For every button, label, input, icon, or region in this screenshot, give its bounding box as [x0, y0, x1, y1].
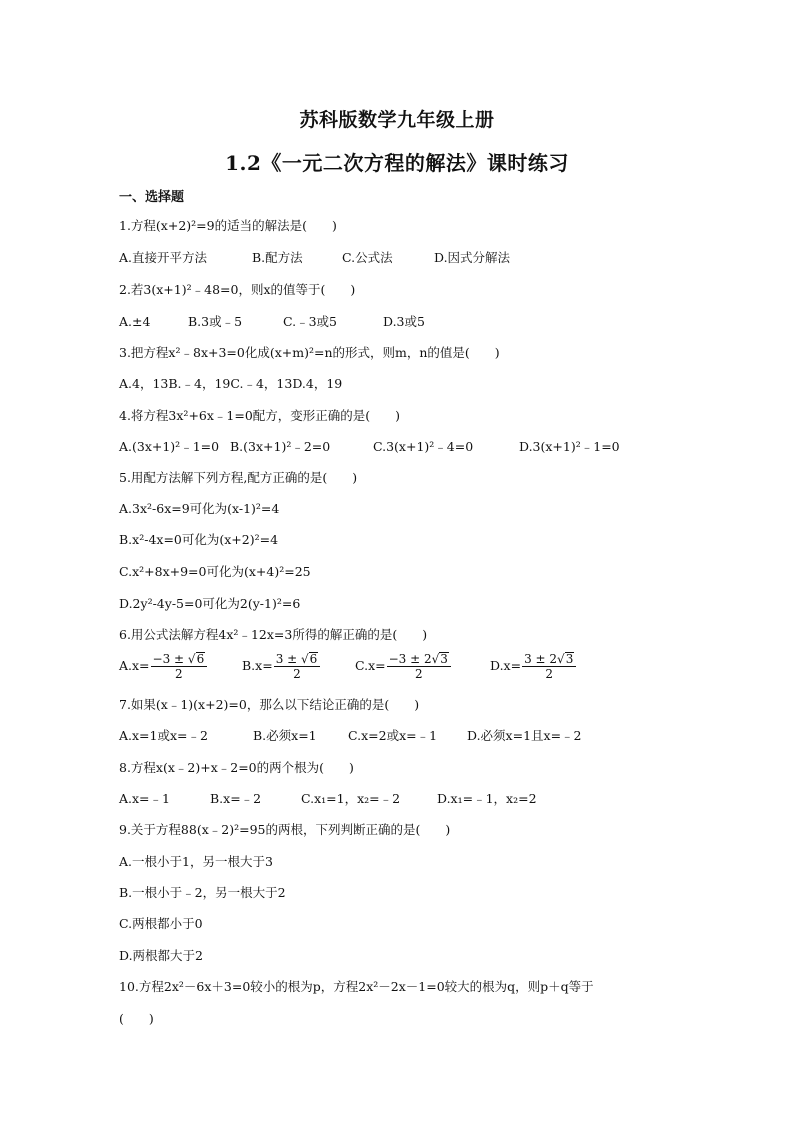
- question-1-option-d: D.因式分解法: [434, 250, 511, 265]
- question-4-option-b: B.(3x+1)²﹣2=0: [230, 439, 331, 454]
- option-label: A.x=: [119, 658, 150, 673]
- question-1-option-c: C.公式法: [342, 250, 393, 265]
- question-1-option-b: B.配方法: [252, 250, 303, 265]
- question-8-option-b: B.x=﹣2: [210, 791, 262, 806]
- section-heading: 一、选择题: [119, 190, 185, 205]
- radicand: 6: [309, 652, 318, 666]
- coefficient: 2: [549, 652, 558, 666]
- document-subtitle: 1.2《一元二次方程的解法》课时练习: [225, 151, 569, 175]
- question-9-option-a: A.一根小于1，另一根大于3: [119, 854, 273, 869]
- question-6-option-b: [242, 652, 320, 681]
- question-1-option-a: A.直接开平方法: [119, 250, 208, 265]
- question-1-stem: 1.方程(x+2)²=9的适当的解法是( ): [119, 218, 337, 233]
- question-8-option-d: D.x₁=﹣1，x₂=2: [437, 791, 537, 806]
- square-root: √3: [431, 652, 448, 666]
- question-5-option-a: A.3x²-6x=9可化为(x-1)²=4: [119, 501, 280, 516]
- radicand: 3: [565, 652, 574, 666]
- question-9-stem: 9.关于方程88(x﹣2)²=95的两根，下列判断正确的是( ): [119, 822, 451, 837]
- question-9-option-b: B.一根小于﹣2，另一根大于2: [119, 885, 286, 900]
- question-10-stem: 10.方程2x²－6x＋3=0较小的根为p，方程2x²－2x－1=0较大的根为q，则p＋q等于: [119, 979, 594, 994]
- question-2-stem: 2.若3(x+1)²﹣48=0，则x的值等于( ): [119, 282, 356, 297]
- radicand: 6: [196, 652, 205, 666]
- numerator-prefix: −3 ±: [388, 652, 424, 666]
- question-5-option-d: D.2y²-4y-5=0可化为2(y-1)²=6: [119, 596, 301, 611]
- question-8-stem: 8.方程x(x﹣2)+x﹣2=0的两个根为( ): [119, 760, 354, 775]
- question-6-option-d: [490, 652, 576, 681]
- numerator-prefix: 3 ±: [524, 652, 550, 666]
- document-title: 苏科版数学九年级上册: [299, 109, 495, 131]
- question-6-option-c: [355, 652, 451, 681]
- question-2-option-c: C.﹣3或5: [283, 314, 337, 329]
- question-5-option-b: B.x²-4x=0可化为(x+2)²=4: [119, 532, 279, 547]
- radicand: 3: [440, 652, 448, 666]
- question-7-option-c: C.x=2或x=﹣1: [348, 728, 438, 743]
- numerator-prefix: −3 ±: [152, 652, 188, 666]
- question-4-option-a: A.(3x+1)²﹣1=0: [119, 439, 220, 454]
- option-label: D.x=: [490, 658, 522, 673]
- question-3-stem: 3.把方程x²﹣8x+3=0化成(x+m)²=n的形式，则m，n的值是( ): [119, 345, 500, 360]
- question-2-option-b: B.3或﹣5: [188, 314, 243, 329]
- question-7-option-a: A.x=1或x=﹣2: [119, 728, 208, 743]
- square-root: √6: [187, 652, 205, 666]
- question-5-stem: 5.用配方法解下列方程,配方正确的是( ): [119, 470, 358, 485]
- fraction: [387, 652, 451, 681]
- question-2-option-d: D.3或5: [383, 314, 425, 329]
- denominator: 2: [175, 667, 183, 681]
- denominator: 2: [414, 667, 423, 681]
- question-4-option-d: D.3(x+1)²﹣1=0: [519, 439, 620, 454]
- question-9-option-c: C.两根都小于0: [119, 916, 203, 931]
- question-2-option-a: A.±4: [119, 314, 151, 329]
- question-8-option-a: A.x=﹣1: [119, 791, 170, 806]
- question-9-option-d: D.两根都大于2: [119, 948, 204, 963]
- numerator-prefix: 3 ±: [275, 652, 302, 666]
- denominator: 2: [293, 667, 301, 681]
- option-label: C.x=: [355, 658, 386, 673]
- question-5-option-c: C.x²+8x+9=0可化为(x+4)²=25: [119, 564, 311, 579]
- question-8-option-c: C.x₁=1，x₂=﹣2: [301, 791, 401, 806]
- question-4-stem: 4.将方程3x²+6x﹣1=0配方，变形正确的是( ): [119, 408, 401, 423]
- question-7-option-b: B.必须x=1: [253, 728, 317, 743]
- fraction: [274, 652, 321, 681]
- option-label: B.x=: [242, 658, 273, 673]
- question-3-options: A.4，13B.﹣4，19C.﹣4，13D.4，19: [119, 376, 343, 391]
- question-6-option-a: [119, 652, 207, 681]
- denominator: 2: [545, 667, 554, 681]
- fraction: [522, 652, 576, 681]
- square-root: √6: [301, 652, 318, 666]
- question-4-option-c: C.3(x+1)²﹣4=0: [373, 439, 474, 454]
- question-7-option-d: D.必须x=1且x=﹣2: [467, 728, 582, 743]
- question-10-stem-continued: ( ): [119, 1011, 154, 1026]
- fraction: [151, 652, 208, 681]
- square-root: √3: [557, 652, 574, 666]
- question-7-stem: 7.如果(x﹣1)(x+2)=0，那么以下结论正确的是( ): [119, 697, 420, 712]
- question-6-stem: 6.用公式法解方程4x²﹣12x=3所得的解正确的是( ): [119, 627, 428, 642]
- coefficient: 2: [424, 652, 432, 666]
